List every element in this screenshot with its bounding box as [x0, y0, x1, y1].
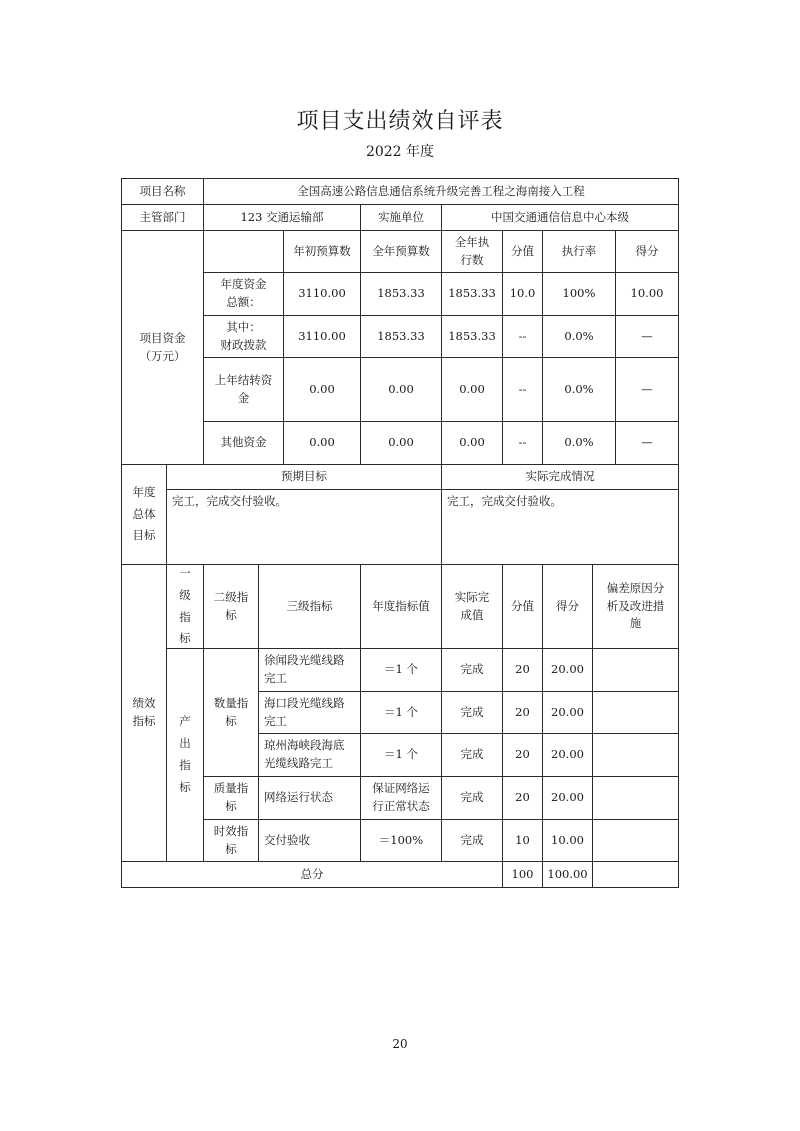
indicator-score-text: 20.00: [551, 790, 584, 805]
actual-completion-header-text: 实际完成情况: [525, 469, 595, 484]
funds-column-header: [502, 230, 543, 273]
funds-value: [283, 357, 361, 422]
performance-header: [592, 564, 679, 649]
indicator-score-value-text: 20: [515, 704, 530, 719]
actual-value-text: 完成: [460, 704, 484, 719]
expected-goal-text-text: 完工，完成交付验收。: [172, 494, 287, 508]
performance-header-text: 分值: [511, 598, 534, 613]
total-score: [542, 861, 593, 888]
level2-timeliness-indicator-text: 时效指 标: [213, 823, 249, 856]
performance-header: [502, 564, 543, 649]
indicator-score-text: 20.00: [551, 704, 584, 719]
performance-header-text: 三级指标: [286, 598, 333, 613]
funds-column-header-text: 全年执 行数: [454, 234, 490, 267]
funds-column-header: [360, 230, 442, 273]
annual-target-value-text: ＝1 个: [384, 747, 418, 762]
funds-value: [502, 421, 543, 465]
department-value: [203, 204, 361, 231]
annual-target-value-text: ＝100%: [378, 832, 424, 847]
indicator-score-text: 10.00: [551, 832, 584, 847]
total-score-text: 100.00: [547, 866, 588, 881]
funds-value-text: —: [641, 381, 653, 396]
funds-header-blank: [203, 230, 284, 273]
actual-completion-text: [441, 489, 679, 565]
department-label: [121, 204, 204, 231]
actual-value: [441, 819, 503, 862]
indicator-score-value-text: 20: [515, 790, 530, 805]
level3-indicator: [258, 819, 361, 862]
funds-row-label: [203, 357, 284, 422]
level3-indicator-text: 徐闻段光缆线路 完工: [264, 653, 345, 685]
indicator-score-text: 20.00: [551, 747, 584, 762]
implementing-unit-value-text: 中国交通通信信息中心本级: [491, 209, 629, 224]
funds-column-header-text: 得分: [635, 243, 659, 258]
funds-value: [360, 357, 442, 422]
funds-value-text: 0.00: [459, 435, 485, 450]
deviation-reason: [592, 733, 679, 777]
funds-column-header-text: 执行率: [561, 243, 597, 258]
implementing-unit-label: [360, 204, 442, 231]
level2-quantity-indicator-text: 数量指 标: [213, 695, 249, 728]
funds-value: [441, 357, 503, 422]
expected-goal-header-text: 预期目标: [281, 469, 327, 484]
indicator-score-value: [502, 733, 543, 777]
actual-value: [441, 733, 503, 777]
indicator-score-text: 20.00: [551, 662, 584, 677]
performance-header-text: 年度指标值: [372, 598, 430, 613]
deviation-reason: [592, 648, 679, 692]
project-name-label: [121, 178, 204, 205]
level3-indicator-text: 网络运行状态: [264, 790, 333, 805]
funds-value: [360, 421, 442, 465]
funds-value: [542, 357, 616, 422]
indicator-score: [542, 819, 593, 862]
annual-target-value: [360, 776, 442, 820]
indicator-score-value: [502, 819, 543, 862]
funds-value-text: 0.00: [459, 381, 485, 396]
performance-header: [542, 564, 593, 649]
annual-target-value-text: ＝1 个: [384, 704, 418, 719]
level2-timeliness-indicator: [203, 819, 259, 862]
funds-value: [502, 315, 543, 358]
funds-value: [283, 272, 361, 316]
level2-quality-indicator: [203, 776, 259, 820]
funds-value-text: 1853.33: [377, 328, 425, 343]
funds-row-label-text: 其中： 财政拨款: [220, 319, 267, 352]
funds-value: [615, 315, 679, 358]
annual-target-value: [360, 691, 442, 734]
actual-value: [441, 776, 503, 820]
funds-value: [441, 421, 503, 465]
funds-row-label: [203, 421, 284, 465]
actual-completion-text-text: 完工，完成交付验收。: [447, 494, 562, 508]
annual-target-value: [360, 733, 442, 777]
annual-goals-label: [121, 464, 167, 565]
funds-column-header: [283, 230, 361, 273]
actual-value-text: 完成: [460, 747, 484, 762]
annual-target-value-text: ＝1 个: [384, 662, 418, 677]
page-title: 项目支出绩效自评表: [296, 109, 504, 134]
actual-completion-header: [441, 464, 679, 490]
actual-value-text: 完成: [460, 662, 484, 677]
funds-value-text: --: [518, 381, 527, 396]
funds-value: [615, 272, 679, 316]
performance-header-text: 偏差原因分 析及改进措 施: [606, 580, 665, 631]
indicator-score-value: [502, 776, 543, 820]
funds-column-header-text: 全年预算数: [372, 243, 430, 258]
funds-value: [441, 315, 503, 358]
indicator-score-value-text: 20: [515, 662, 530, 677]
department-value-text: 123 交通运输部: [240, 209, 324, 224]
project-name-label-text: 项目名称: [139, 183, 186, 198]
implementing-unit-label-text: 实施单位: [378, 209, 424, 224]
annual-target-value: [360, 819, 442, 862]
level3-indicator: [258, 776, 361, 820]
funds-row-label-text: 上年结转资 金: [214, 372, 273, 405]
funds-column-header: [615, 230, 679, 273]
indicator-score-value-text: 20: [515, 747, 530, 762]
actual-value: [441, 648, 503, 692]
funds-value: [542, 421, 616, 465]
deviation-reason: [592, 691, 679, 734]
funds-value-text: —: [641, 328, 653, 343]
funds-value: [502, 357, 543, 422]
project-name-value: [203, 178, 679, 205]
funds-value: [542, 272, 616, 316]
funds-value: [502, 272, 543, 316]
level3-indicator-text: 琼州海峡段海底 光缆线路完工: [264, 738, 345, 770]
funds-value-text: 10.00: [630, 286, 664, 301]
performance-header-text: 一 级 指 标: [179, 565, 191, 646]
funds-value-text: --: [518, 435, 527, 450]
performance-header-text: 得分: [556, 598, 579, 613]
performance-header-text: 二级指 标: [213, 589, 249, 622]
funds-value-text: 3110.00: [298, 328, 346, 343]
performance-header: [360, 564, 442, 649]
funds-row-label-text: 年度资金 总额：: [220, 277, 267, 309]
funds-value-text: 1853.33: [448, 328, 496, 343]
level1-output-indicator: [166, 648, 204, 862]
funds-value-text: 0.00: [309, 381, 335, 396]
total-score-label: [121, 861, 503, 888]
expected-goal-text: [166, 489, 442, 565]
performance-indicators-label: [121, 564, 167, 862]
indicator-score: [542, 691, 593, 734]
funds-value-text: 3110.00: [298, 286, 346, 301]
indicator-score-value: [502, 648, 543, 692]
funds-column-header-text: 年初预算数: [293, 243, 351, 258]
level3-indicator-text: 交付验收: [264, 832, 310, 847]
funds-row-label: [203, 272, 284, 316]
actual-value-text: 完成: [460, 832, 484, 847]
total-blank: [592, 861, 679, 888]
expected-goal-header: [166, 464, 442, 490]
performance-header: [166, 564, 204, 649]
funds-value-text: 0.00: [388, 435, 414, 450]
implementing-unit-value: [441, 204, 679, 231]
funds-value-text: 0.0%: [564, 435, 594, 450]
funds-value: [441, 272, 503, 316]
performance-header: [258, 564, 361, 649]
level3-indicator: [258, 733, 361, 777]
actual-value-text: 完成: [460, 790, 484, 805]
funds-row-label-text: 其他资金: [220, 435, 267, 450]
level3-indicator-text: 海口段光缆线路 完工: [264, 695, 345, 728]
level3-indicator: [258, 648, 361, 692]
total-score-value: [502, 861, 543, 888]
funds-value: [615, 421, 679, 465]
total-score-label-text: 总分: [300, 866, 324, 881]
project-name-value-text: 全国高速公路信息通信系统升级完善工程之海南接入工程: [297, 183, 585, 198]
funds-value-text: 1853.33: [377, 286, 425, 301]
funds-value: [360, 315, 442, 358]
funds-column-header: [441, 230, 503, 273]
page-number: 20: [392, 1037, 408, 1051]
performance-indicators-label-text: 绩效 指标: [132, 696, 156, 728]
funds-column-header: [542, 230, 616, 273]
level1-output-indicator-text: 产 出 指 标: [179, 714, 191, 794]
funds-value-text: 10.0: [509, 286, 536, 301]
funds-value-text: 1853.33: [448, 286, 496, 301]
funds-value: [283, 421, 361, 465]
performance-header-text: 实际完 成值: [454, 589, 490, 622]
annual-target-value-text: 保证网络运 行正常状态: [372, 781, 430, 813]
funds-value-text: --: [518, 328, 527, 343]
funds-label-text: 项目资金 （万元）: [139, 330, 186, 363]
level3-indicator: [258, 691, 361, 734]
report-year: 2022 年度: [365, 144, 435, 160]
actual-value: [441, 691, 503, 734]
funds-value-text: 0.0%: [564, 328, 594, 343]
level2-quantity-indicator: [203, 648, 259, 777]
department-label-text: 主管部门: [139, 209, 186, 224]
funds-value: [542, 315, 616, 358]
total-score-value-text: 100: [511, 866, 534, 881]
funds-value: [283, 315, 361, 358]
funds-row-label: [203, 315, 284, 358]
indicator-score: [542, 776, 593, 820]
funds-value-text: 0.0%: [564, 381, 594, 396]
level2-quality-indicator-text: 质量指 标: [213, 781, 249, 813]
funds-value-text: 0.00: [388, 381, 414, 396]
indicator-score-value-text: 10: [515, 832, 530, 847]
funds-value: [360, 272, 442, 316]
funds-value-text: 0.00: [309, 435, 335, 450]
funds-value-text: 100%: [562, 286, 596, 301]
indicator-score: [542, 648, 593, 692]
performance-header: [203, 564, 259, 649]
funds-value-text: —: [641, 435, 653, 450]
annual-target-value: [360, 648, 442, 692]
funds-column-header-text: 分值: [511, 243, 534, 258]
indicator-score: [542, 733, 593, 777]
funds-value: [615, 357, 679, 422]
annual-goals-label-text: 年度 总体 目标: [132, 484, 156, 543]
funds-label: [121, 230, 204, 465]
deviation-reason: [592, 776, 679, 820]
performance-header: [441, 564, 503, 649]
deviation-reason: [592, 819, 679, 862]
indicator-score-value: [502, 691, 543, 734]
